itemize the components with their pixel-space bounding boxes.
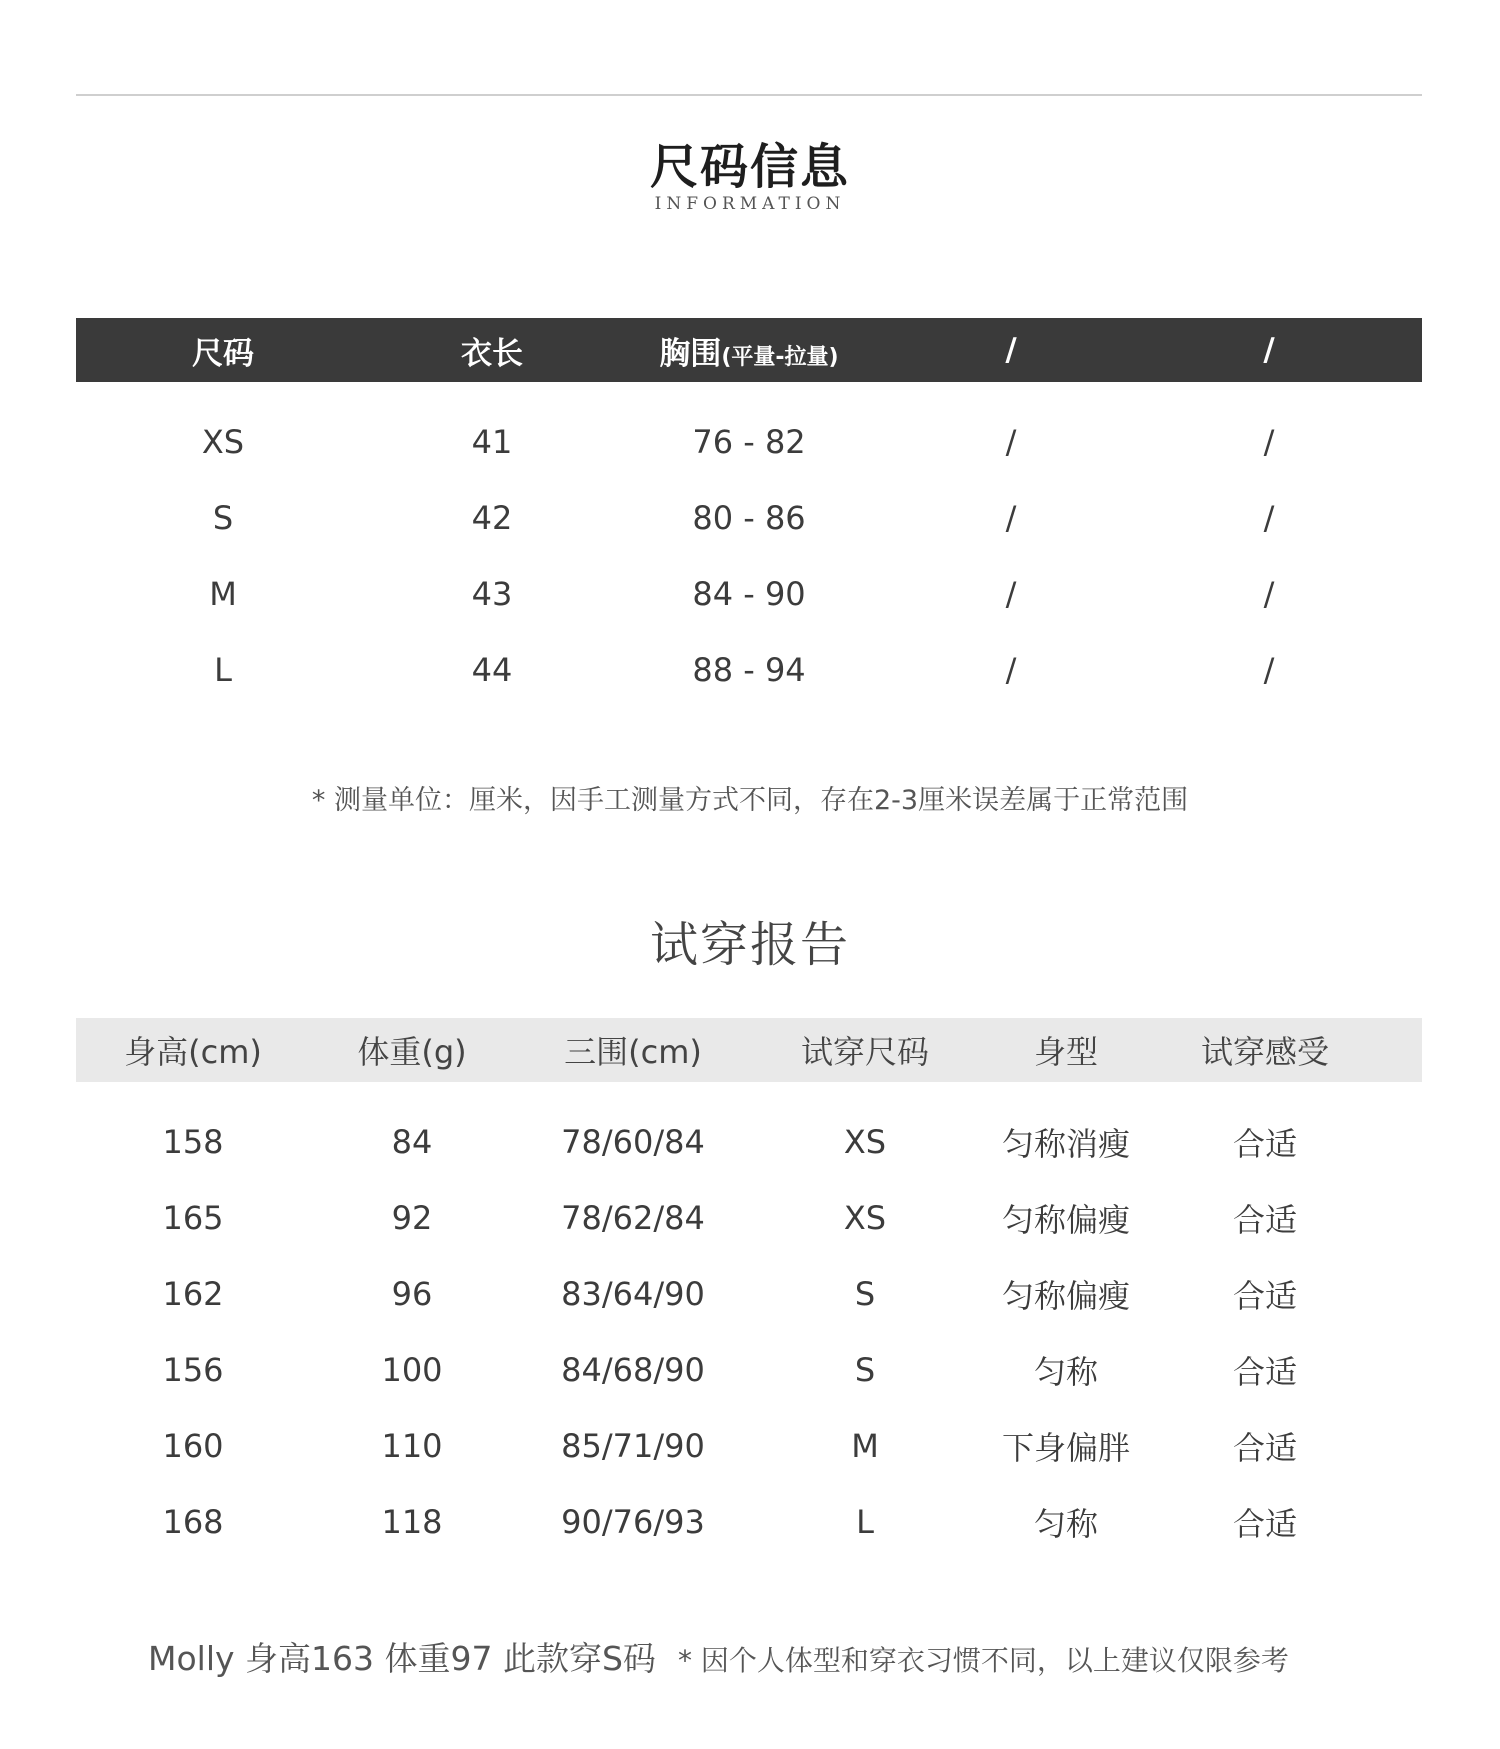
col5-cell: / [1263,423,1275,461]
size-cell: S [212,499,234,537]
col5-cell: / [1263,575,1275,613]
header-col4: / [1005,332,1017,368]
header-length: 衣长 [461,335,523,372]
measurement-note: * 测量单位：厘米，因手工测量方式不同，存在2-3厘米误差属于正常范围 [311,785,1189,816]
table-row [76,1180,1422,1256]
size-cell: L [214,651,232,689]
header-measurements: 三围(cm) [564,1033,702,1071]
fit-size-cell: M [851,1427,879,1465]
col4-cell: / [1005,575,1017,613]
size-info-title: 尺码信息 [649,139,850,195]
table-row [76,556,1422,632]
header-fit-size: 试穿尺码 [800,1033,929,1071]
size-cell: XS [201,423,245,461]
fit-size-cell: S [854,1351,876,1389]
height-cell: 165 [162,1199,224,1237]
col4-cell: / [1005,423,1017,461]
body-type-cell: 下身偏胖 [1001,1429,1130,1467]
table-row [76,1256,1422,1332]
weight-cell: 84 [391,1123,433,1161]
weight-cell: 100 [381,1351,443,1389]
length-cell: 44 [471,651,513,689]
fit-feel-cell: 合适 [1232,1353,1297,1391]
fit-feel-cell: 合适 [1232,1505,1297,1543]
length-cell: 42 [471,499,513,537]
header-height: 身高(cm) [124,1033,262,1071]
table-row [76,404,1422,480]
bust-cell: 76 - 82 [692,423,806,461]
fit-size-cell: XS [843,1199,887,1237]
measurements-cell: 78/60/84 [561,1123,705,1161]
height-cell: 156 [162,1351,224,1389]
header-bust [604,328,894,373]
fit-report-body [76,1082,1422,1560]
height-cell: 168 [162,1503,224,1541]
fit-feel-cell: 合适 [1232,1201,1297,1239]
col5-cell: / [1263,651,1275,689]
fit-feel-cell: 合适 [1232,1277,1297,1315]
fit-size-cell: S [854,1275,876,1313]
fit-disclaimer: * 因个人体型和穿衣习惯不同，以上建议仅限参考 [677,1644,1289,1677]
header-bust-label: 胸围 [659,335,722,372]
size-table [76,318,1422,708]
fit-size-cell: L [856,1503,874,1541]
header-col5: / [1263,332,1275,368]
table-row [76,632,1422,708]
measurements-cell: 90/76/93 [561,1503,705,1541]
bust-cell: 88 - 94 [692,651,806,689]
col5-cell: / [1263,499,1275,537]
weight-cell: 92 [391,1199,433,1237]
fit-size-cell: XS [843,1123,887,1161]
fit-report-table [76,1018,1422,1560]
model-info: Molly 身高163 体重97 此款穿S码 [148,1639,656,1678]
bust-cell: 84 - 90 [692,575,806,613]
body-type-cell: 匀称消瘦 [1001,1125,1130,1163]
header-weight: 体重(g) [357,1033,467,1071]
weight-cell: 96 [391,1275,433,1313]
col4-cell: / [1005,651,1017,689]
measurements-cell: 83/64/90 [561,1275,705,1313]
weight-cell: 110 [381,1427,443,1465]
header-bust-suffix: (平量-拉量) [721,344,839,370]
fit-feel-cell: 合适 [1232,1125,1297,1163]
bust-cell: 80 - 86 [692,499,806,537]
fit-report-header [76,1018,1422,1082]
weight-cell: 118 [381,1503,443,1541]
header-size: 尺码 [192,335,254,372]
body-type-cell: 匀称 [1033,1505,1098,1543]
table-row [76,480,1422,556]
height-cell: 158 [162,1123,224,1161]
table-row [76,1332,1422,1408]
table-row [76,1104,1422,1180]
body-type-cell: 匀称偏瘦 [1001,1201,1130,1239]
body-type-cell: 匀称偏瘦 [1001,1277,1130,1315]
fit-feel-cell: 合适 [1232,1429,1297,1467]
header-fit-feel: 试穿感受 [1200,1033,1329,1071]
model-footer [148,1633,1428,1680]
top-divider [76,94,1422,96]
fit-report-title: 试穿报告 [649,917,850,973]
header-body-type: 身型 [1033,1033,1098,1071]
measurements-cell: 78/62/84 [561,1199,705,1237]
col4-cell: / [1005,499,1017,537]
table-row [76,1408,1422,1484]
table-row [76,1484,1422,1560]
measurements-cell: 85/71/90 [561,1427,705,1465]
size-table-header [76,318,1422,382]
height-cell: 160 [162,1427,224,1465]
size-table-body [76,382,1422,708]
size-cell: M [209,575,237,613]
length-cell: 43 [471,575,513,613]
body-type-cell: 匀称 [1033,1353,1098,1391]
length-cell: 41 [471,423,513,461]
height-cell: 162 [162,1275,224,1313]
measurements-cell: 84/68/90 [561,1351,705,1389]
size-info-subtitle: INFORMATION [654,194,846,214]
